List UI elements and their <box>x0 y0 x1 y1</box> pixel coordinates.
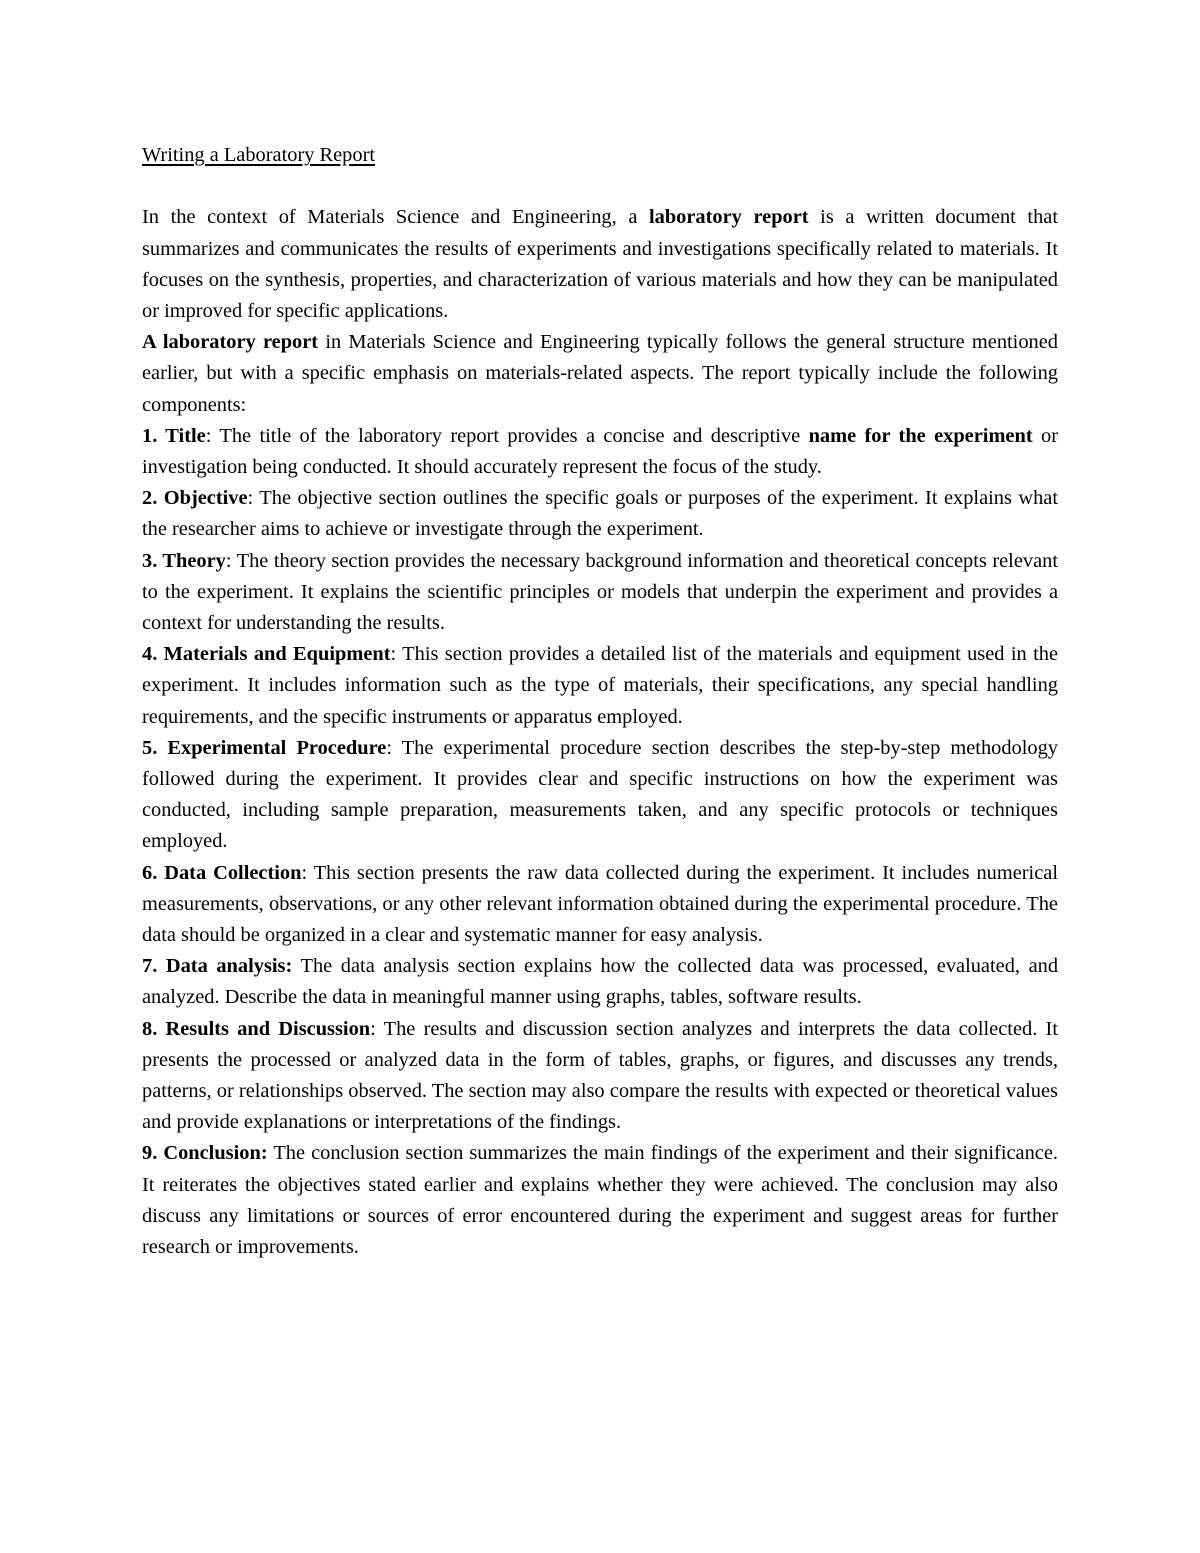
section-heading: 8. Results and Discussion <box>142 1017 371 1040</box>
section-text: : The results and discussion section analyzes and interprets the data collected. It presents the processed or analyzed data in the form of tables, graphs, or figures, and discusses any trends, patterns, or relationships observed. The section may also compare the results with expected or theoretical values and provide explanations or interpretations of the findings. <box>142 1017 1058 1134</box>
section-text: : The title of the laboratory report provides a concise and descriptive <box>205 424 809 447</box>
section-text: : This section presents the raw data collected during the experiment. It includes numerical measurements, observations, or any other relevant information obtained during the experimental procedure. The data should be organized in a clear and systematic manner for easy analysis. <box>142 861 1058 947</box>
section-item <box>142 1138 1058 1263</box>
section-heading: 4. Materials and Equipment <box>142 643 391 666</box>
intro-bold-term: laboratory report <box>648 206 809 229</box>
section-text: : The experimental procedure section describes the step-by-step methodology followed during the experiment. It provides clear and specific instructions on how the experiment was conducted, including sample preparation, measurements taken, and any specific protocols or techniques employed. <box>142 736 1058 853</box>
section-item <box>142 733 1058 858</box>
structure-paragraph <box>142 327 1058 421</box>
section-heading: 6. Data Collection <box>142 861 302 884</box>
document-title: Writing a Laboratory Report <box>142 144 376 166</box>
section-text: : The objective section outlines the specific goals or purposes of the experiment. It explains what the researcher aims to achieve or investigate through the experiment. <box>142 487 1059 541</box>
section-text-continued: or investigation being conducted. It should accurately represent the focus of the study. <box>142 424 1058 479</box>
section-item <box>142 483 1058 545</box>
section-bold-phrase: name for the experiment <box>808 424 1033 447</box>
document-page <box>142 140 1058 1263</box>
section-heading: 2. Objective <box>142 487 248 510</box>
section-heading: 5. Experimental Procedure <box>142 736 387 759</box>
section-heading: 1. Title <box>142 424 206 447</box>
intro-paragraph <box>142 202 1058 327</box>
section-text: The data analysis section explains how the collected data was processed, evaluated, and analyzed. Describe the data in meaningful manner using graphs, tables, software results. <box>142 955 1059 1009</box>
section-item <box>142 858 1058 952</box>
section-item <box>142 546 1058 640</box>
section-text: : The theory section provides the necessary background information and theoretical concepts relevant to the experiment. It explains the scientific principles or models that underpin the experiment and provides a context for understanding the results. <box>142 549 1058 635</box>
section-text: The conclusion section summarizes the main findings of the experiment and their significance. It reiterates the objectives stated earlier and explains whether they were achieved. The conclusion may also discuss any limitations or sources of error encountered during the experiment and suggest areas for further research or improvements. <box>142 1142 1058 1259</box>
section-item <box>142 951 1058 1013</box>
section-heading: 9. Conclusion: <box>142 1142 268 1165</box>
intro-text-before: In the context of Materials Science and Engineering, a <box>142 206 649 229</box>
intro-text-after: is a written document that summarizes and communicates the results of experiments and investigations specifically related to materials. It focuses on the synthesis, properties, and characterization of various materials and how they can be manipulated or improved for specific applications. <box>142 206 1058 322</box>
section-heading: 7. Data analysis: <box>142 955 293 978</box>
structure-bold-term: A laboratory report <box>142 331 319 354</box>
structure-text: in Materials Science and Engineering typically follows the general structure mentioned earlier, but with a specific emphasis on materials-related aspects. The report typically include the following components: <box>142 331 1058 416</box>
section-text: : This section provides a detailed list of the materials and equipment used in the experiment. It includes information such as the type of materials, their specifications, any special handling requirements, and the specific instruments or apparatus employed. <box>142 643 1058 728</box>
section-heading: 3. Theory <box>142 549 226 572</box>
section-item <box>142 1014 1058 1139</box>
section-item <box>142 421 1058 483</box>
section-item <box>142 639 1058 733</box>
